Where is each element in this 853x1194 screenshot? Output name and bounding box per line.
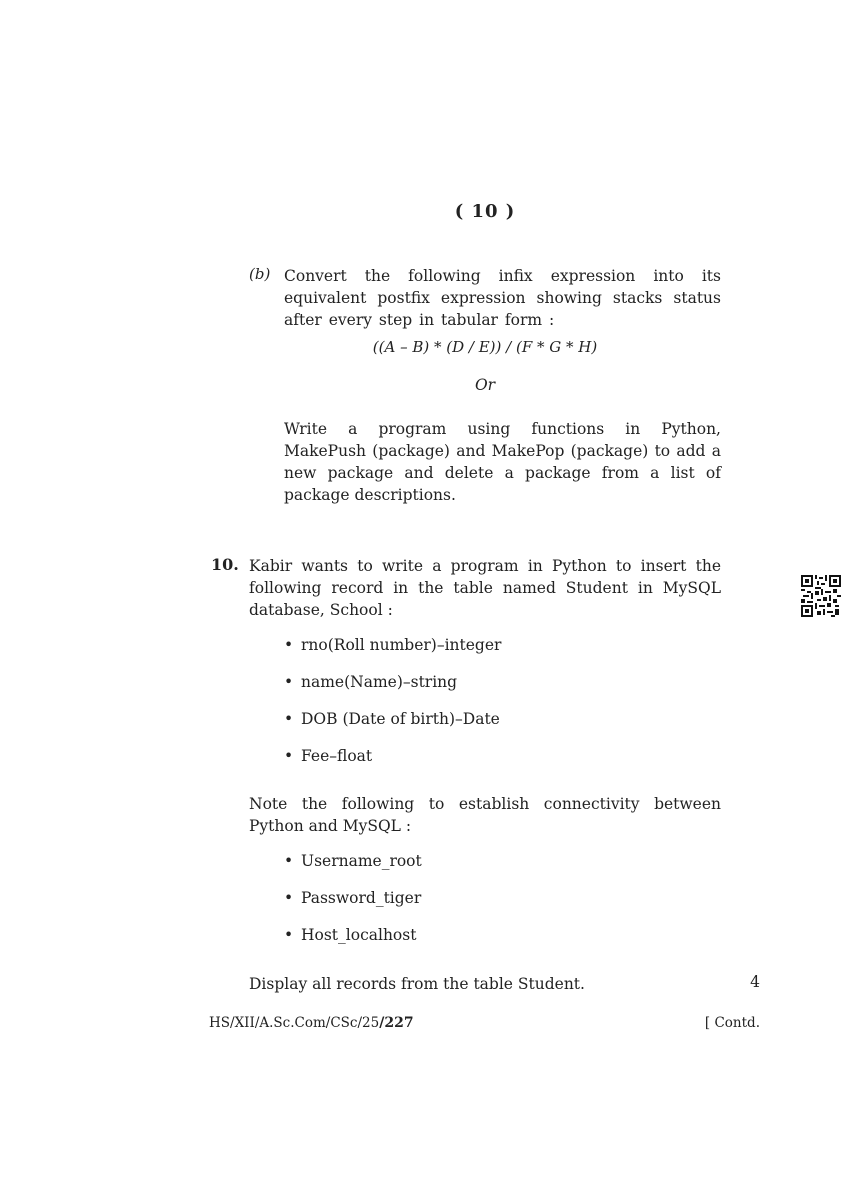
marks-value: 4 [750, 973, 760, 991]
q9b-question-text [284, 265, 721, 331]
list-item: • Password_tiger [284, 889, 422, 907]
text-line: equivalent postfix expression showing stacks status [284, 289, 721, 307]
q10-intro-text [249, 555, 721, 621]
q9b-alternative-text [284, 418, 721, 506]
bullet-icon: • [284, 926, 294, 944]
or-separator: Or [474, 376, 496, 394]
text-line: Kabir wants to write a program in Python to insert the [249, 557, 721, 575]
list-item: • DOB (Date of birth)–Date [284, 710, 500, 728]
text-line: database, School : [249, 601, 393, 619]
paper-code-number: /227 [379, 1015, 414, 1031]
bullet-icon: • [284, 852, 294, 870]
list-item: • Host_localhost [284, 926, 417, 944]
question-number: 10. [211, 555, 239, 574]
text-line: MakePush (package) and MakePop (package) to add a [284, 442, 721, 460]
bullet-icon: • [284, 673, 294, 691]
q10-note-text [249, 793, 721, 837]
bullet-icon: • [284, 636, 294, 654]
text-line: package descriptions. [284, 486, 456, 504]
text-line: Note the following to establish connectivity between [249, 795, 721, 813]
bullet-icon: • [284, 747, 294, 765]
continued-marker: [ Contd. [704, 1015, 760, 1031]
list-item: • Username_root [284, 852, 422, 870]
text-line: Write a program using functions in Python, [284, 420, 721, 438]
text-line: Convert the following infix expression into its [284, 267, 721, 285]
text-line: new package and delete a package from a list of [284, 464, 721, 482]
list-item: • rno(Roll number)–integer [284, 636, 502, 654]
q10-final-instruction: Display all records from the table Student. [249, 975, 585, 993]
list-item: • Fee–float [284, 747, 373, 765]
infix-expression: ((A – B) * (D / E)) / (F * G * H) [372, 338, 598, 356]
bullet-icon: • [284, 710, 294, 728]
text-line: Python and MySQL : [249, 817, 412, 835]
list-item: • name(Name)–string [284, 673, 458, 691]
paper-code: HS/XII/A.Sc.Com/CSc/25/227 [209, 1015, 414, 1031]
text-line: following record in the table named Student in MySQL [249, 579, 721, 597]
question-part-label: (b) [249, 265, 271, 283]
bullet-icon: • [284, 889, 294, 907]
text-line: after every step in tabular form : [284, 311, 555, 329]
qr-code-icon [801, 575, 841, 617]
page-number: ( 10 ) [454, 201, 516, 222]
